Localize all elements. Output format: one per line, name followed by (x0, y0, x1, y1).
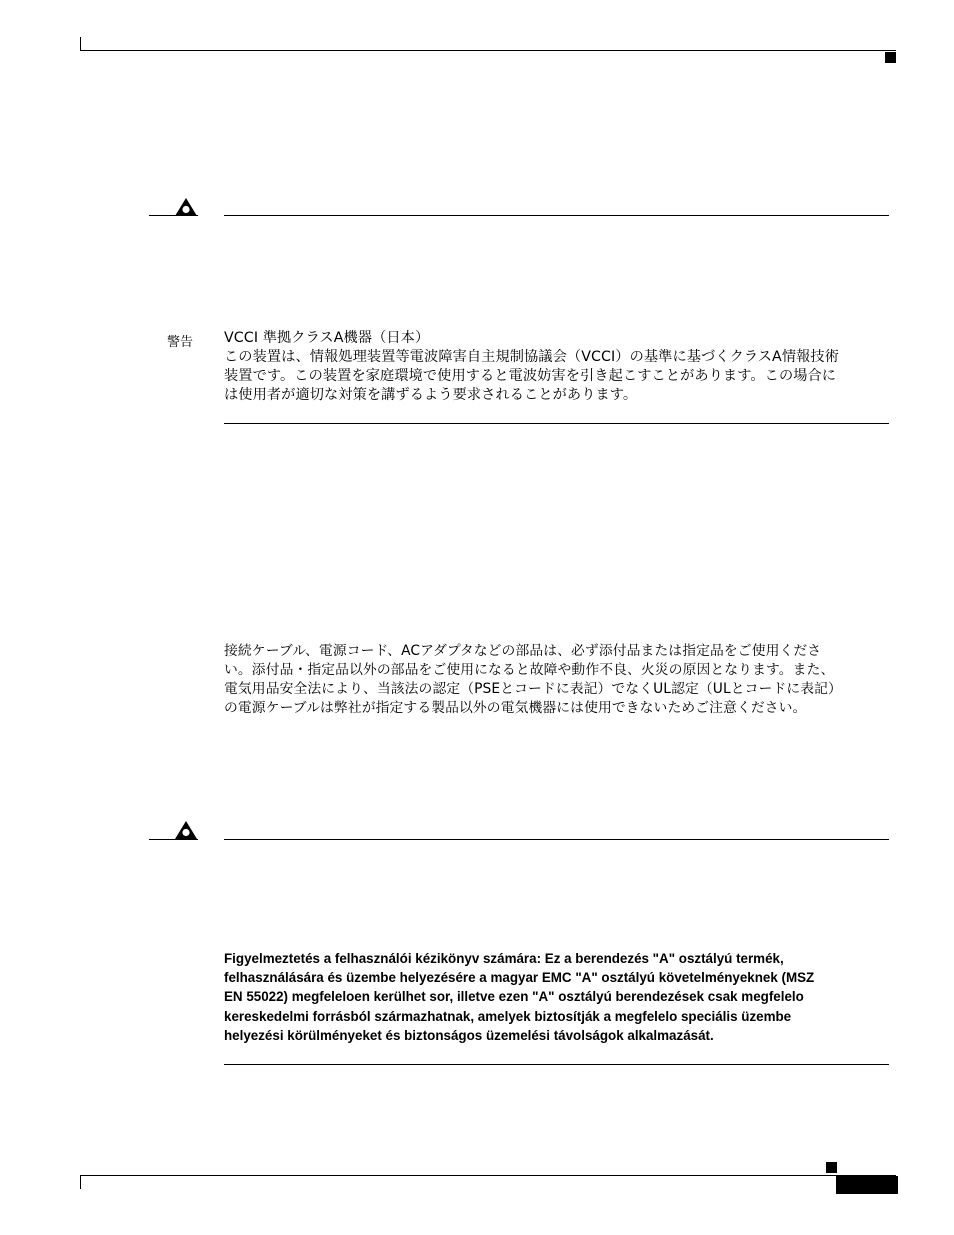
notice-text-ja (224, 642, 842, 718)
footer-rule (80, 1175, 896, 1176)
caution-left-rule (149, 839, 198, 840)
footer-page-tab (836, 1176, 898, 1194)
hu-line: helyezési körülményeket és biztonságos üzemelési távolságok alkalmazását. (224, 1027, 714, 1043)
notice-line: 接続ケーブル、電源コード、ACアダプタなどの部品は、必ず添付品または指定品をご使用くださ (224, 643, 822, 659)
header-rule (80, 50, 896, 51)
hu-end-rule (224, 1064, 889, 1065)
warning-line: 装置です。この装置を家庭環境で使用すると電波妨害を引き起こすことがあります。この場合に (224, 368, 837, 384)
warning-line: VCCI 準拠クラスA機器（日本） (224, 330, 430, 346)
warning-end-rule (224, 423, 889, 424)
caution-icon (174, 197, 198, 217)
warning-label: 警告 (167, 335, 194, 350)
caution-main-rule (224, 215, 889, 216)
hu-line: EN 55022) megfeleloen kerülhet sor, illetve ezen "A" osztályú berendezések csak megfelelo (224, 989, 804, 1005)
warning-line: は使用者が適切な対策を講ずるよう要求されることがあります。 (224, 387, 638, 403)
hu-line: kereskedelmi forrásból származhatnak, amelyek biztosítják a megfelelo speciális üzembe (224, 1008, 792, 1024)
caution-left-rule (149, 215, 198, 216)
warning-text-hu (224, 949, 814, 1045)
warning-text-ja (224, 329, 839, 405)
footer-square (826, 1162, 837, 1173)
notice-line: 電気用品安全法により、当該法の認定（PSEとコードに表記）でなくUL認定（ULとコードに表記） (224, 681, 842, 697)
caution-main-rule (224, 839, 889, 840)
hu-line: Figyelmeztetés a felhasználói kézikönyv számára: Ez a berendezés "A" osztályú termék, (224, 951, 784, 966)
notice-line: い。添付品・指定品以外の部品をご使用になると故障や動作不良、火災の原因となります。また、 (224, 662, 835, 678)
warning-line: この装置は、情報処理装置等電波障害自主規制協議会（VCCI）の基準に基づくクラスA情報技術 (224, 349, 839, 365)
caution-icon (174, 820, 198, 840)
header-left-tick (80, 37, 81, 51)
hu-line: felhasználására és üzembe helyezésére a magyar EMC "A" osztályú követelményeknek (MSZ (224, 970, 815, 986)
notice-line: の電源ケーブルは弊社が指定する製品以外の電気機器には使用できないためご注意ください。 (224, 700, 807, 716)
header-square (885, 52, 896, 63)
footer-left-tick (80, 1175, 81, 1189)
